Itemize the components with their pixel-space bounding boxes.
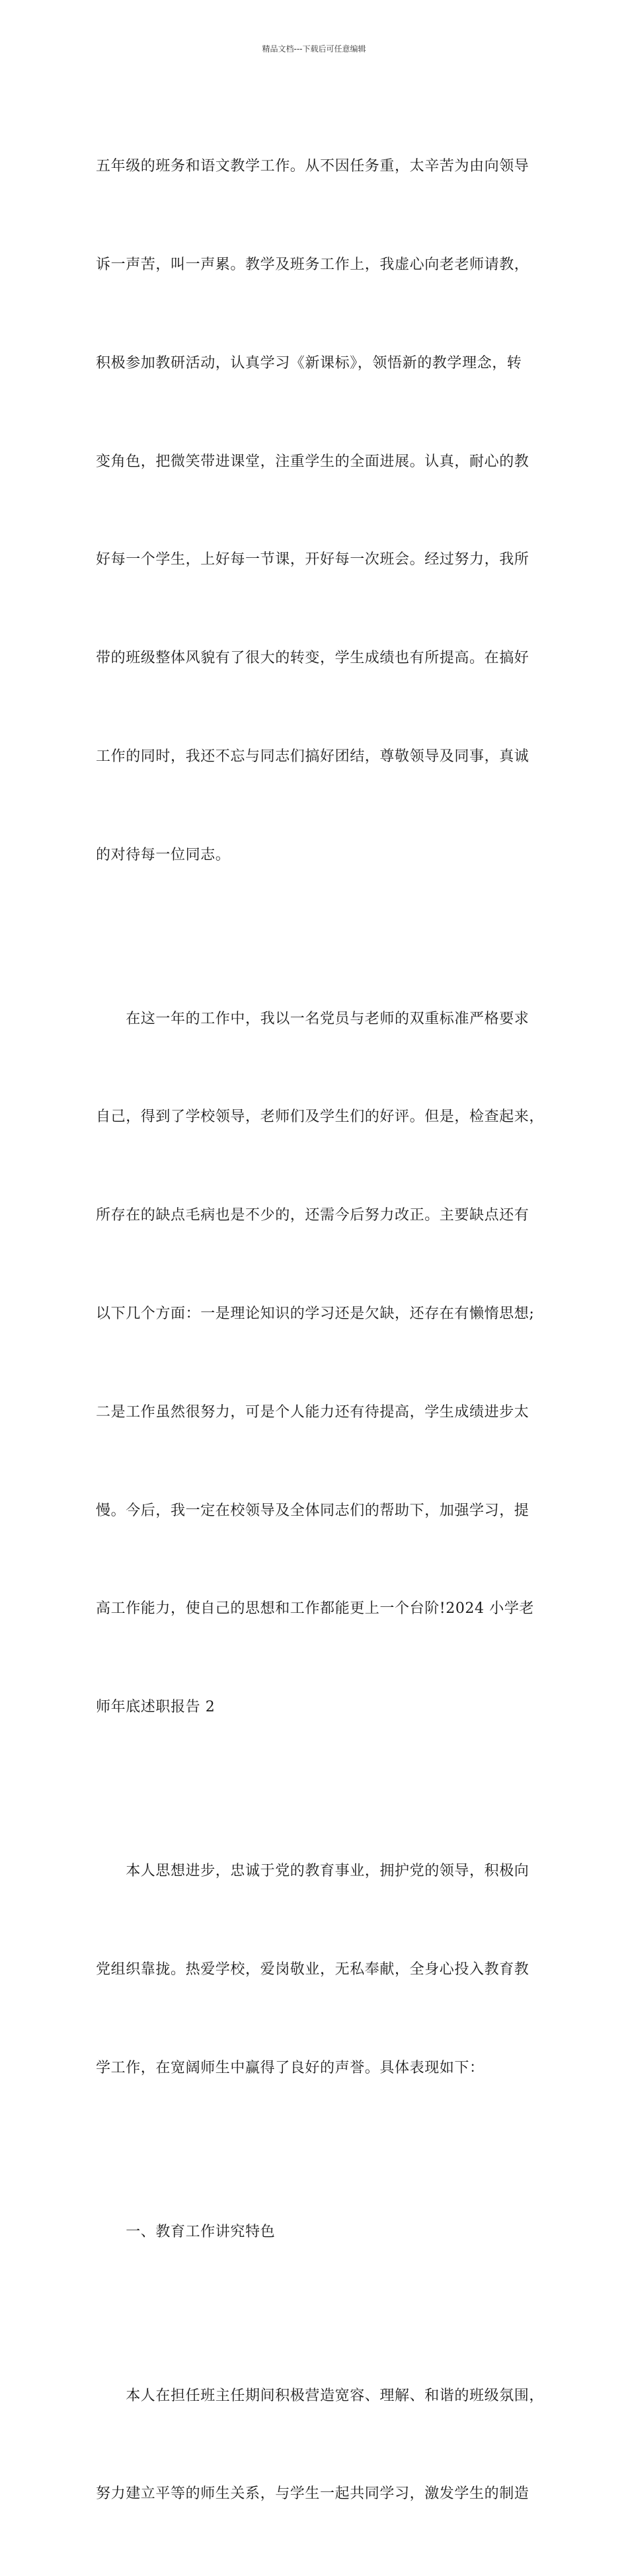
- text-line: 学工作，在宽阔师生中赢得了良好的声誉。具体表现如下：: [96, 2059, 485, 2076]
- paragraph-4: [96, 2314, 552, 2576]
- text-line: 党组织靠拢。热爱学校，爱岗敬业，无私奉献，全身心投入教育教: [96, 1961, 530, 1978]
- text-line: 二是工作虽然很努力，可是个人能力还有待提高，学生成绩进步太: [96, 1403, 530, 1421]
- text-line: 以下几个方面：一是理论知识的学习还是欠缺，还存在有懒惰思想;: [96, 1305, 535, 1322]
- section-heading: [96, 2150, 552, 2314]
- text-line: 本人思想进步，忠诚于党的教育事业，拥护党的领导，积极向: [96, 1863, 530, 1880]
- text-line: 的对待每一位同志。: [96, 846, 231, 863]
- text-line: 变角色，把微笑带进课堂，注重学生的全面进展。认真，耐心的教: [96, 453, 530, 470]
- text-line: 努力建立平等的师生关系，与学生一起共同学习，激发学生的制造: [96, 2485, 530, 2503]
- text-line: 一、教育工作讲究特色: [96, 2223, 276, 2240]
- text-line: 所存在的缺点毛病也是不少的，还需今后努力改正。主要缺点还有: [96, 1207, 530, 1224]
- text-line: 带的班级整体风貌有了很大的转变，学生成绩也有所提高。在搞好: [96, 650, 530, 667]
- text-line: 五年级的班务和语文教学工作。从不因任务重，太辛苦为由向领导: [96, 158, 530, 175]
- text-line: 积极参加教研活动，认真学习《新课标》，领悟新的教学理念，转: [96, 354, 522, 371]
- paragraph-3: [96, 1789, 552, 2150]
- text-line: 自己，得到了学校领导，老师们及学生们的好评。但是，检查起来，: [96, 1109, 545, 1126]
- text-line: 好每一个学生，上好每一节课，开好每一次班会。经过努力，我所: [96, 551, 530, 568]
- text-line: 本人在担任班主任期间积极营造宽容、理解、和谐的班级氛围，: [96, 2387, 545, 2404]
- text-line: 慢。今后，我一定在校领导及全体同志们的帮助下，加强学习，提: [96, 1502, 530, 1519]
- page-header: 精品文档---下载后可任意编辑: [262, 44, 366, 54]
- paragraph-1: [96, 85, 552, 937]
- document-body: [96, 85, 552, 2576]
- text-line: 诉一声苦，叫一声累。教学及班务工作上，我虚心向老老师请教，: [96, 256, 530, 273]
- paragraph-2: [96, 937, 552, 1789]
- text-line: 师年底述职报告 2: [96, 1699, 216, 1716]
- text-line: 工作的同时，我还不忘与同志们搞好团结，尊敬领导及同事，真诚: [96, 748, 530, 765]
- text-line: 在这一年的工作中，我以一名党员与老师的双重标准严格要求: [96, 1010, 530, 1027]
- text-line: 高工作能力，使自己的思想和工作都能更上一个台阶!2024 小学老: [96, 1600, 535, 1618]
